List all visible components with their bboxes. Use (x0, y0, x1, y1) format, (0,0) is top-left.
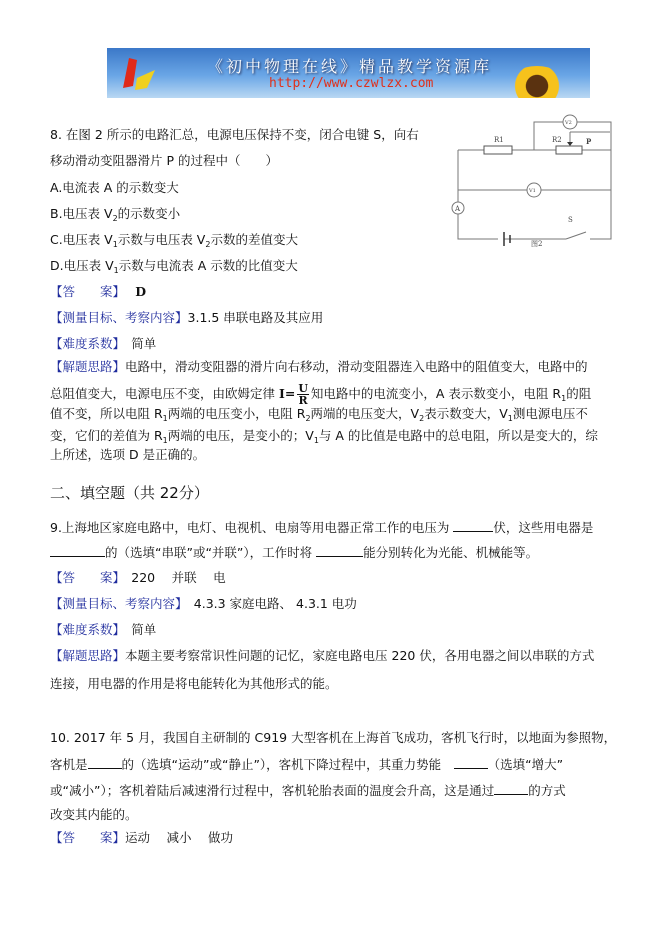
section-label: 【答 案】 (50, 830, 126, 845)
text-segment: 连接，用电器的作用是将电能转化为其他形式的能。 (50, 676, 338, 691)
text-segment: 运动 减小 做功 (125, 830, 233, 845)
circuit-diagram (438, 104, 613, 249)
subscript: 2 (205, 240, 211, 249)
text-segment: 9.上海地区家庭电路中，电灯、电视机、电扇等用电器正常工作的电压为 (50, 520, 454, 535)
text-segment: 220 并联 电 (118, 570, 226, 585)
sunflower-image (507, 66, 567, 98)
section-label: 【解题思路】 (50, 359, 126, 374)
section-label: 【答 案】 (50, 284, 119, 299)
text-segment: 电路中，滑动变阻器的滑片向右移动，滑动变阻器连入电路中的阻值变大，电路中的 (125, 359, 588, 374)
text-line (50, 180, 179, 196)
text-segment: 示数与电压表 V (117, 232, 206, 247)
label-p: P (586, 137, 592, 146)
section-label: 【难度系数】 (50, 622, 119, 637)
subscript: 2 (419, 414, 425, 423)
section-heading: 二、填空题（共 22分） (50, 484, 209, 502)
text-segment: 上所述，选项 D 是正确的。 (50, 447, 206, 462)
text-segment: 示数的差值变大 (210, 232, 298, 247)
text-line (50, 428, 598, 449)
subscript: 2 (305, 414, 311, 423)
subscript: 1 (162, 414, 168, 423)
fill-in-blank (316, 544, 363, 557)
text-segment: 移动滑动变阻器滑片 P 的过程中（ ） (50, 153, 278, 168)
section-label: 【答 案】 (50, 570, 119, 585)
subscript: 1 (112, 240, 118, 249)
text-line (50, 676, 338, 692)
text-segment: 伏，这些用电器是 (493, 520, 594, 535)
text-line (50, 383, 591, 407)
text-line (50, 782, 566, 799)
text-line (50, 336, 156, 352)
label-r1: R1 (494, 136, 504, 144)
text-segment: 知电路中的电流变小，A 表示数变小，电阻 R (310, 386, 562, 401)
banner-url: http://www.czwlzx.com (269, 76, 434, 91)
text-segment: 两端的电压变大，V (310, 406, 420, 421)
section-label: 【难度系数】 (50, 336, 119, 351)
text-line (50, 756, 563, 773)
text-line (50, 648, 594, 664)
text-segment: 8. 在图 2 所示的电路汇总，电源电压保持不变，闭合电键 S，向右 (50, 127, 419, 142)
text-segment: 的（选填“运动”或“静止”），客机下降过程中，其重力势能 (121, 757, 454, 772)
text-line (50, 570, 226, 586)
text-segment: 变，它们的差值为 R (50, 428, 163, 443)
text-line (50, 730, 616, 746)
text-segment: 的方式 (528, 783, 566, 798)
subscript: 1 (561, 394, 567, 403)
fill-in-blank (494, 782, 528, 795)
text-segment: 客机是 (50, 757, 88, 772)
text-segment: 的示数变小 (117, 206, 181, 221)
text-line (50, 622, 156, 638)
text-segment: 值不变，所以电阻 R (50, 406, 163, 421)
subscript: 1 (113, 266, 119, 275)
text-line (50, 519, 593, 536)
answer-text: D (135, 284, 147, 299)
answer-text: I= (278, 386, 296, 401)
text-line (50, 153, 278, 169)
text-segment: B.电压表 V (50, 206, 113, 221)
text-segment: A.电流表 A 的示数变大 (50, 180, 179, 195)
text-line (50, 596, 357, 612)
text-line (50, 447, 205, 463)
text-segment: 4.3.3 家庭电路、 4.3.1 电功 (181, 596, 357, 611)
text-segment: 10. 2017 年 5 月，我国自主研制的 C919 大型客机在上海首飞成功，客机飞行时，以地面为参照物， (50, 730, 617, 745)
section-label: 【测量目标、考察内容】 (50, 310, 188, 325)
subscript: 1 (313, 436, 319, 445)
label-switch: S (568, 216, 573, 224)
text-line (50, 284, 146, 300)
fill-in-blank (453, 519, 493, 532)
text-segment: 与 A 的比值是电路中的总电阻，所以是变大的，综 (318, 428, 598, 443)
text-line (50, 206, 180, 227)
text-line (50, 310, 323, 326)
formula-fraction (297, 383, 309, 406)
text-segment: 能分别转化为光能、机械能等。 (363, 545, 539, 560)
label-v1: V1 (529, 188, 536, 194)
text-segment: 本题主要考察常识性问题的记忆，家庭电路电压 220 伏，各用电器之间以串联的方式 (125, 648, 595, 663)
text-segment: 改变其内能的。 (50, 807, 138, 822)
fraction-numerator: U (298, 382, 308, 395)
text-line (50, 485, 209, 502)
subscript: 1 (162, 436, 168, 445)
text-segment: 的阻 (566, 386, 592, 401)
text-segment: 简单 (118, 336, 157, 351)
text-segment: 示数与电流表 A 示数的比值变大 (118, 258, 298, 273)
subscript: 1 (507, 414, 513, 423)
header-banner (107, 48, 590, 98)
text-segment: 两端的电压变小，电阻 R (167, 406, 306, 421)
text-segment (119, 284, 135, 299)
text-segment: 测电源电压不 (512, 406, 588, 421)
text-line (50, 127, 419, 143)
text-segment: C.电压表 V (50, 232, 113, 247)
fill-in-blank (50, 544, 105, 557)
text-segment: D.电压表 V (50, 258, 114, 273)
text-line (50, 807, 138, 823)
text-segment: 两端的电压，是变小的；V (167, 428, 314, 443)
text-segment: 3.1.5 串联电路及其应用 (187, 310, 324, 325)
banner-title: 《初中物理在线》精品教学资源库 (207, 57, 493, 76)
subscript: 2 (112, 214, 118, 223)
text-segment: 简单 (118, 622, 157, 637)
text-segment: （选填“增大” (487, 757, 564, 772)
label-v2: V2 (565, 120, 572, 126)
text-line (50, 232, 298, 253)
label-r2: R2 (552, 136, 562, 144)
text-line (50, 258, 298, 279)
text-segment: 或“减小”）；客机着陆后减速滑行过程中，客机轮胎表面的温度会升高，这是通过 (50, 783, 495, 798)
section-label: 【解题思路】 (50, 648, 126, 663)
figure-caption: 图2 (531, 240, 543, 248)
text-segment: 的（选填“串联”或“并联”），工作时将 (105, 545, 317, 560)
fill-in-blank (88, 756, 122, 769)
fraction-denominator: R (298, 394, 308, 407)
text-line (50, 359, 588, 375)
text-line (50, 406, 588, 427)
label-ammeter: A (455, 205, 461, 213)
text-line (50, 544, 538, 561)
text-line (50, 830, 233, 846)
section-label: 【测量目标、考察内容】 (50, 596, 182, 611)
logo-icon (121, 56, 157, 92)
fill-in-blank (454, 756, 488, 769)
text-segment: 表示数变大，V (424, 406, 508, 421)
text-segment: 总阻值变大，电源电压不变，由欧姆定律 (50, 386, 279, 401)
